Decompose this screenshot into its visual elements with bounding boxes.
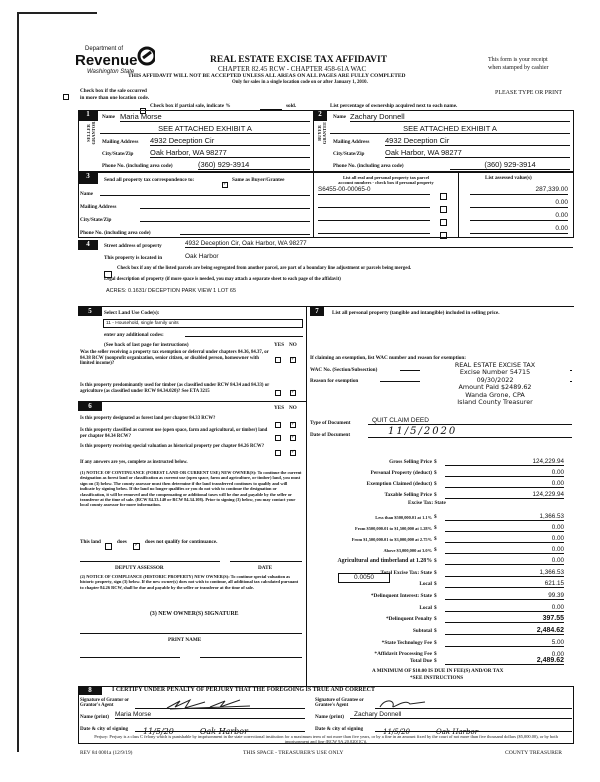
buyer-city-field[interactable]: Oak Harbor, WA 98277 <box>385 148 570 158</box>
seller-city-field[interactable]: Oak Harbor, WA 98277 <box>150 148 310 158</box>
grantor-signature-scribble-icon <box>165 698 255 710</box>
tax-row-value[interactable]: 1,366.53 <box>445 569 564 577</box>
section-5-number: 5 <box>78 307 102 316</box>
stamp-line: REAL ESTATE EXCISE TAX <box>454 361 536 369</box>
buyer-exhibit[interactable]: SEE ATTACHED EXHIBIT A <box>330 124 570 134</box>
seller-name-label: Name <box>102 114 115 120</box>
land-does-not-label: does not qualify for continuance. <box>145 539 218 545</box>
grantee-signature[interactable] <box>375 697 572 709</box>
s6-yes-header: YES <box>274 405 285 411</box>
tax-row-label: Total Due <box>409 658 432 664</box>
scan-border-left <box>17 12 19 752</box>
tax-row <box>310 533 572 544</box>
divider <box>78 401 306 402</box>
doc-date-label: Date of Document <box>310 432 351 438</box>
buyer-phone-label: Phone No. (including area code) <box>333 163 404 169</box>
tax-row-label: Local <box>419 581 432 587</box>
receipt-line2: when stamped by cashier <box>488 65 549 71</box>
additional-codes-label: enter any additional codes: <box>104 332 164 338</box>
send-correspondence-label: Send all property tax correspondence to: <box>104 177 195 183</box>
additional-codes-field[interactable] <box>185 330 303 337</box>
tax-row-label: From $1,500,000.01 to $3,000,000 at 2.75% <box>351 537 432 542</box>
multi-location-label2: in more than one location code. <box>80 95 150 101</box>
street-field[interactable]: 4932 Deception Cir, Oak Harbor, WA 98277 <box>185 240 573 248</box>
wac-label: WAC No. (Section/Subsection) <box>310 367 378 373</box>
seller-mail-label: Mailing Address <box>102 139 139 145</box>
dollar-sign: $ <box>434 547 437 553</box>
tax-row <box>310 489 572 500</box>
seller-side-label: SELLER GRANTOR <box>86 121 96 145</box>
s6-notice-compliance: (2) NOTICE OF COMPLIANCE (HISTORIC PROPERTY) NEW OWNER(S): To continue special valuation as historic property, sign (3) below. If the new owner(s) does not wish to continue, all additional tax calculated pursuant to chapter 84.26 RCW, shall be due and payable by the seller or transferor at the time of sale. <box>80 574 299 590</box>
tax-row-value[interactable]: 2,484.62 <box>445 627 564 635</box>
dollar-sign: $ <box>434 459 437 465</box>
s5-q2-no[interactable]: ✓ <box>291 390 296 396</box>
doc-type-label: Type of Document <box>310 420 351 426</box>
buyer-side-label: BUYER GRANTEE <box>317 121 327 145</box>
grantee-signature-scribble-icon <box>375 698 435 710</box>
form-warning: THIS AFFIDAVIT WILL NOT BE ACCEPTED UNLESS ALL AREAS ON ALL PAGES ARE FULLY COMPLETED <box>128 73 406 79</box>
tax-row-label: Personal Property (deduct) <box>370 470 432 476</box>
tax-row-label: *Delinquent Interest: State <box>370 593 432 599</box>
dollar-sign: $ <box>434 581 437 587</box>
buyer-phone-field[interactable]: (360) 929-3914 <box>450 160 570 170</box>
s6-q3-no[interactable]: ✓ <box>291 450 296 456</box>
tax-row <box>310 655 572 666</box>
partial-sold-label: sold. <box>286 103 297 109</box>
section-3-number: 3 <box>78 172 98 184</box>
divider <box>78 306 574 307</box>
dollar-sign: $ <box>434 481 437 487</box>
s3-mail-field[interactable] <box>140 201 310 209</box>
tax-row-label: Less than $500,000.01 at 1.1% <box>375 515 432 520</box>
s6-question-3: Is this property receiving special valuation as historical property per chapter 84.26 RCW? <box>80 444 265 449</box>
tax-row-label: Agricultural and timberland at 1.28% <box>337 558 432 564</box>
see-instructions-note: *SEE INSTRUCTIONS <box>410 675 464 681</box>
tax-row <box>310 625 572 636</box>
form-revision: REV 84 0001a (12/9/19) <box>80 750 133 756</box>
s3-phone-field[interactable] <box>180 227 310 235</box>
tax-row-value[interactable]: 5.00 <box>445 639 564 647</box>
legal-label: Legal description of property (if more space is needed, you may attach a separate sheet to each page of the affidavit) <box>104 277 341 282</box>
tax-row <box>310 544 572 555</box>
tax-row-value[interactable]: 0.00 <box>445 546 564 554</box>
s5-no-header: NO <box>289 342 297 348</box>
dollar-sign: $ <box>434 640 437 646</box>
grantee-date: 11/5/20 <box>383 728 410 736</box>
assessed-value-field[interactable]: 287,339.00 <box>470 186 568 195</box>
tax-row <box>310 637 572 648</box>
seller-phone-field[interactable]: (360) 929-3914 <box>198 160 310 170</box>
section-2-number: 2 <box>313 110 327 121</box>
grantee-date-city[interactable] <box>375 721 572 736</box>
dollar-sign: $ <box>434 558 437 564</box>
excise-tax-state-header: Excise Tax: State <box>408 500 446 506</box>
tax-row <box>310 456 572 467</box>
divider <box>458 172 459 238</box>
minimum-note: A MINIMUM OF $10.00 IS DUE IN FEE(S) AND/OR TAX <box>372 668 504 674</box>
section-1-number: 1 <box>78 110 98 121</box>
land-use-label: Select Land Use Code(s): <box>104 310 160 316</box>
grantee-sig-label: Signature of Grantee or Grantee's Agent <box>315 698 364 708</box>
grantor-signature[interactable] <box>135 697 305 709</box>
tax-row-value[interactable]: 0.00 <box>445 480 564 488</box>
s3-phone-label: Phone No. (including area code) <box>80 230 151 236</box>
s3-city-field[interactable] <box>140 214 310 222</box>
located-field[interactable]: Oak Harbor <box>185 253 219 260</box>
grantee-name-field[interactable]: Zachary Donnell <box>350 711 572 719</box>
grantor-sig-label: Signature of Grantor or Grantor's Agent <box>80 698 129 708</box>
print-name-label: PRINT NAME <box>168 637 202 643</box>
land-does-label: does <box>117 539 127 545</box>
divider <box>313 172 314 238</box>
stamp-line: Amount Paid $2489.62 <box>458 383 532 392</box>
buyer-mail-label: Mailing Address <box>333 139 370 145</box>
stamp-line: Island County Treasurer <box>457 398 533 407</box>
tax-row-value[interactable]: 0.00 <box>445 535 564 543</box>
section-6-number: 6 <box>78 402 102 411</box>
doc-type-field[interactable]: QUIT CLAIM DEED <box>368 417 572 425</box>
doc-date-field[interactable]: 11/5/2020 <box>368 426 572 438</box>
parcel-header-2: account numbers - check box if personal property <box>338 180 434 185</box>
located-label: This property is located in <box>104 255 163 261</box>
s5-yes-header: YES <box>274 342 285 348</box>
treasurer-stamp <box>420 362 570 406</box>
section-4-number: 4 <box>78 240 98 250</box>
deputy-assessor-signature[interactable] <box>80 556 220 562</box>
assessed-value-field[interactable]: 0.00 <box>470 212 568 221</box>
seller-name-field[interactable]: Maria Morse <box>120 112 310 122</box>
seller-phone-label: Phone No. (including area code) <box>102 163 173 169</box>
dollar-sign: $ <box>434 536 437 542</box>
ownership-note: List percentage of ownership acquired next to each name. <box>330 103 458 109</box>
dollar-sign: $ <box>434 492 437 498</box>
tax-row-value[interactable]: 0.00 <box>445 524 564 532</box>
seller-mail-field[interactable]: 4932 Deception Cir <box>150 136 310 146</box>
treasurer-space: THIS SPACE - TREASURER'S USE ONLY <box>243 750 344 756</box>
seller-exhibit[interactable]: SEE ATTACHED EXHIBIT A <box>100 124 310 134</box>
same-as-buyer-checkbox[interactable]: ✓ <box>223 182 228 188</box>
personal-property-label: List all personal property (tangible and intangible) included in selling price. <box>332 310 500 316</box>
logo-emblem-icon <box>137 46 155 66</box>
land-does-not-checkbox[interactable]: ✓ <box>134 542 139 548</box>
tax-row-label: Gross Selling Price <box>389 459 432 465</box>
section-8-number: 8 <box>78 686 102 695</box>
tax-row-value[interactable]: 99.39 <box>445 592 564 600</box>
tax-row-value[interactable]: 0.00 <box>445 604 564 612</box>
grantor-name-label: Name (print) <box>80 714 109 720</box>
s6-question-2: Is this property classified as current use (open space, farm and agricultural, or timber) land per chapter 84.34 RCW? <box>80 428 268 439</box>
tax-row-label: Above $3,000,000 at 3.0% <box>383 548 432 553</box>
this-land-label: This land <box>80 539 101 545</box>
tax-row-label: Local <box>419 605 432 611</box>
receipt-line1: This form is your receipt <box>488 57 548 63</box>
divider <box>306 306 307 686</box>
logo-state: Washington State <box>87 69 135 75</box>
stamp-line: Wanda Grone, CPA <box>465 390 525 399</box>
tax-row-value[interactable]: 1,366.53 <box>445 513 564 521</box>
grantee-date-label: Date & city of signing <box>315 726 364 732</box>
tax-row-label: Total Excise Tax: State <box>380 570 432 576</box>
buyer-name-label: Name <box>333 114 346 120</box>
new-owner-signature-field[interactable] <box>80 628 302 634</box>
s6-if-any: If any answers are yes, complete as instructed below. <box>80 460 188 465</box>
tax-row-value[interactable]: 124,229.94 <box>445 491 564 499</box>
grantor-date-label: Date & city of signing <box>80 726 129 732</box>
print-name-field-2[interactable] <box>200 652 302 658</box>
seller-city-label: City/State/Zip <box>102 151 134 157</box>
tax-row <box>310 511 572 522</box>
local-rate-field[interactable] <box>338 573 390 583</box>
s6-q2-no[interactable]: ✓ <box>291 435 296 441</box>
logo-revenue: Revenue <box>75 52 138 69</box>
land-does-checkbox[interactable] <box>105 537 112 555</box>
tax-row-label: Subtotal <box>412 628 432 634</box>
grantor-date: 11/5/20 <box>143 727 174 736</box>
tax-row-label: *Delinquent Penalty <box>385 616 432 622</box>
multi-location-label1: Check box if the sale occurred <box>80 88 147 94</box>
s3-name-label: Name <box>80 191 93 197</box>
s5-q1-no[interactable]: ✓ <box>291 357 296 363</box>
section-7-number: 7 <box>310 307 324 316</box>
parcel-number-field[interactable] <box>318 199 430 208</box>
dollar-sign: $ <box>434 658 437 664</box>
tax-row-value[interactable]: 2,489.62 <box>445 657 564 665</box>
s6-question-1: Is this property designated as forest land per chapter 84.33 RCW? <box>80 416 216 421</box>
county-treasurer: COUNTY TREASURER <box>505 750 563 756</box>
tax-row <box>310 467 572 478</box>
value-header: List assessed value(s) <box>485 175 532 181</box>
parcel-header-1: List all real and personal property tax parcel <box>342 175 430 180</box>
grantor-date-city[interactable] <box>135 721 305 736</box>
grantor-name-field[interactable]: Maria Morse <box>115 711 305 719</box>
multi-location-checkbox[interactable] <box>63 88 69 106</box>
dollar-sign: $ <box>434 628 437 634</box>
tax-row-value[interactable]: 621.15 <box>445 580 564 588</box>
grantee-name-label: Name (print) <box>315 714 344 720</box>
exemption-label: If claiming an exemption, list WAC number and reason for exemption: <box>310 355 466 361</box>
tax-row-value[interactable]: 397.55 <box>445 615 564 623</box>
logo-dept: Department of <box>85 46 124 52</box>
land-use-code-value: 11 - Household, single family units <box>106 321 179 326</box>
dollar-sign: $ <box>434 651 437 657</box>
buyer-name-field[interactable]: Zachary Donnell <box>350 112 570 122</box>
reason-label: Reason for exemption <box>310 378 359 384</box>
partial-sale-label: Check box if partial sale, indicate % <box>150 103 231 109</box>
s5-question-2: Is this property predominantly used for timber (as classified under RCW 84.34 and 84.33) or agriculture (as classified under RCW 84.34.020)? See ETA 3215 <box>80 383 270 394</box>
street-label: Street address of property <box>104 243 162 249</box>
legal-description[interactable]: ACRES: 0.1631/ DECEPTION PARK VIEW 1 LOT 65 <box>106 288 237 294</box>
dollar-sign: $ <box>434 525 437 531</box>
grantee-city: Oak Harbor <box>436 728 479 736</box>
s3-name-field[interactable] <box>100 188 310 196</box>
parcel-number-field[interactable] <box>318 212 430 221</box>
parcel-number-field[interactable]: S6455-00-00065-0 <box>318 186 430 195</box>
s6-no-header: NO <box>289 405 297 411</box>
tax-row <box>310 613 572 624</box>
print-name-field[interactable] <box>80 652 180 658</box>
tax-row-label: Taxable Selling Price <box>384 492 432 498</box>
dollar-sign: $ <box>434 605 437 611</box>
dollar-sign: $ <box>434 470 437 476</box>
scan-border-top <box>17 12 97 14</box>
type-or-print: PLEASE TYPE OR PRINT <box>495 90 563 96</box>
tax-row-value[interactable]: 124,229.94 <box>445 458 564 466</box>
tax-row <box>310 590 572 601</box>
date-label: DATE <box>258 565 273 571</box>
tax-row-label: *State Technology Fee <box>381 640 432 646</box>
tax-row-label: From $500,000.01 to $1,500,000 at 1.28% <box>355 526 432 531</box>
buyer-city-label: City/State/Zip <box>333 151 365 157</box>
tax-row <box>310 555 572 566</box>
s5-q1-yes[interactable] <box>275 351 281 369</box>
dollar-sign: $ <box>434 616 437 622</box>
partial-percent-field[interactable] <box>260 103 282 110</box>
certify-statement: I CERTIFY UNDER PENALTY OF PERJURY THAT THE FOREGOING IS TRUE AND CORRECT <box>112 687 375 693</box>
land-use-code-field[interactable] <box>103 319 303 328</box>
new-owner-signature-label: (3) NEW OWNER(S) SIGNATURE <box>150 611 239 617</box>
grantor-city: Oak Harbor <box>199 727 248 736</box>
stamp-line: 09/30/2022 <box>476 375 514 384</box>
form-only: Only for sales in a single location code on or after January 1, 2010. <box>232 80 368 85</box>
tax-row-value[interactable]: 0.00 <box>445 469 564 477</box>
parcel-number-field[interactable] <box>318 225 430 234</box>
perjury-notice: Perjury: Perjury is a class C felony which is punishable by imprisonment in the state correctional institution for a maximum term of not more than five years, or by a fine in an amount fixed by the court of not more than five thousand dollars ($5,000.00), or by both imprisonment and fine (RCW 9A.20.020(1C)). <box>94 734 558 744</box>
form-title: REAL ESTATE EXCISE TAX AFFIDAVIT <box>210 55 388 65</box>
tax-row-value[interactable]: 0.00 <box>551 651 564 658</box>
s3-city-label: City/State/Zip <box>80 217 112 223</box>
s3-mail-label: Mailing Address <box>80 204 117 210</box>
parcel-header <box>316 175 456 185</box>
tax-row <box>310 602 572 613</box>
tax-row-label: *Affidavit Processing Fee <box>374 651 432 657</box>
deputy-assessor-label: DEPUTY ASSESSOR <box>115 565 164 571</box>
see-instructions: (See back of last page for instructions) <box>104 342 189 348</box>
assessor-date[interactable] <box>230 556 302 562</box>
stamp-line: Excise Number 54715 <box>459 368 531 377</box>
s5-q2-yes[interactable] <box>275 384 281 402</box>
local-rate-value: 0.0050 <box>354 574 374 581</box>
dollar-sign: $ <box>434 514 437 520</box>
tax-row <box>310 522 572 533</box>
s6-notice-continuance: (1) NOTICE OF CONTINUANCE (FOREST LAND OR CURRENT USE) NEW OWNER(S): To continue the current designation as forest land or classification as current use (open space, farm and agriculture, or timber) land, you must sign on (3) below. The county assessor must then determine if the land transferred continues to qualify and will indicate by signing below. If the land no longer qualifies or you do not wish to continue the designation or classification, it will be removed and the compensating or additional taxes will be due and payable by the seller or transferor at the time of sale. (RCW 84.33.140 or RCW 84.34.108). Prior to signing (3) below, you may contact your local county assessor for more information. <box>80 470 302 508</box>
buyer-mail-field[interactable]: 4932 Deception Cir <box>385 136 570 146</box>
segregation-label: Check box if any of the listed parcels are being segregated from another parcel, are part of a boundary line adjustment or parcels being merged. <box>117 266 412 271</box>
same-as-buyer-label: Same as Buyer/Grantee <box>232 177 285 183</box>
dollar-sign: $ <box>434 570 437 576</box>
tax-row <box>310 478 572 489</box>
form-chapter: CHAPTER 82.45 RCW - CHAPTER 458-61A WAC <box>218 65 367 73</box>
tax-row-label: Exemption Claimed (deduct) <box>366 481 432 487</box>
s6-q1-no[interactable]: ✓ <box>291 422 296 428</box>
dollar-sign: $ <box>434 593 437 599</box>
tax-row-value[interactable]: 0.00 <box>445 557 564 565</box>
assessed-value-field[interactable]: 0.00 <box>470 199 568 208</box>
s5-question-1: Was the seller receiving a property tax exemption or deferral under chapters 84.36, 84.37, or 84.38 RCW (nonprofit organization, senior citizen, or disabled person, homeowner with limited income)? <box>80 350 269 367</box>
assessed-value-field[interactable]: 0.00 <box>470 225 568 234</box>
